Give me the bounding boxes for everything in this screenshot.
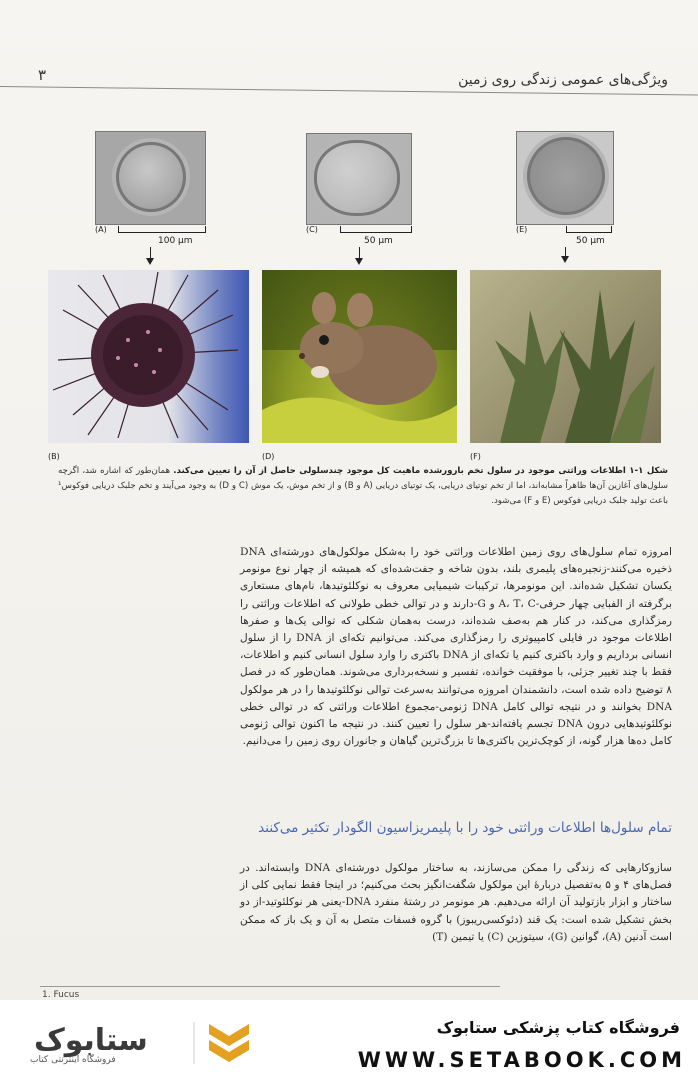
scale-bar-e <box>566 226 612 233</box>
arrowhead <box>561 256 569 263</box>
arrowhead <box>146 258 154 265</box>
logo-chevrons-icon <box>209 1024 249 1062</box>
logo-text: ستابوک <box>34 1023 148 1058</box>
paragraph-text: امروزه تمام سلول‌های روی زمین اطلاعات وراثتی خود را به‌شکل مولکول‌های دورشته‌ای DNA ذخیره می‌کنند-زنجیره‌های پلیمری بلند، بدون شاخه و جفت‌شده‌ای که همیشه از چهار نوع مونومر یکسان تشکیل شده‌اند. این مونومرها، ترکیبات شیمیایی معروف به نوکلئوتیدها، نام‌های مستعاری برگرفته از الفبایی چهار حرفی-A، T، C و G-دارند و در توالی خطی طولانی که اطلاعات وراثتی را رمزگذاری می‌کند، در کنار هم به‌صف شده‌اند، درست به‌همان شکلی که توالی یک‌ها و صفرها اطلاعات موجود در فایلی کامپیوتری را رمزگذاری می‌کند. می‌توانیم تکه‌ای از DNA را از سلول انسانی برداریم و وارد باکتری کنیم یا تکه‌ای از DNA باکتری را وارد سلول انسانی کنیم و اطلاعات، فقط با چند تغییر جزئی، با موفقیت خوانده، تفسیر و نسخه‌برداری می‌شوند. همان‌طور که در فصل ۸ توضیح داده شده است، دانشمندان امروزه می‌توانند به‌سرعت توالی نوکلئوتیدها را در هر مولکول DNA بخوانند و در نتیجه توالی کامل DNA ژنومی-مجموع اطلاعات وراثتی که در توالی خطی نوکلئوتیدهایی درون DNA تجسم یافته‌اند-هر سلول را تعیین کنند. در نتیجه ما اکنون توالی ژنومی کامل ده‌ها هزار گونه، از کوچک‌ترین باکتری‌ها تا بزرگ‌ترین گیاهان و جانوران روی زمین را می‌دانیم. <box>240 546 673 748</box>
photo-mouse <box>262 270 457 443</box>
egg-cell <box>527 137 605 215</box>
running-header: ویژگی‌های عمومی زندگی روی زمین <box>458 72 668 88</box>
egg-cell <box>314 140 400 216</box>
fucus-illustration <box>470 270 661 443</box>
scale-bar-a <box>118 226 206 233</box>
panel-label-a: (A) <box>95 225 107 234</box>
sea-urchin-illustration <box>48 270 249 443</box>
store-name: فروشگاه کتاب پزشکی ستابوک <box>436 1018 680 1037</box>
body-paragraph-1 <box>240 544 672 750</box>
panel-label-d: (D) <box>262 452 275 461</box>
footnote: 1. Fucus <box>42 990 80 1000</box>
caption-title: شکل ۱-۱ اطلاعات وراثتی موجود در سلول تخم بارورشده ماهیت کل موجود چندسلولی حاصل از آن را تعیین می‌کند. <box>173 466 668 476</box>
panel-label-e: (E) <box>516 225 528 234</box>
panel-label-f: (F) <box>470 452 481 461</box>
photo-fucus-seaweed <box>470 270 661 443</box>
page-number: ۳ <box>38 66 47 84</box>
store-url[interactable]: WWW.SETABOOK.COM <box>357 1048 686 1072</box>
mouse-illustration <box>262 270 457 443</box>
section-heading: تمام سلول‌ها اطلاعات وراثتی خود را با پلیمریزاسیون الگودار تکثیر می‌کنند <box>258 820 672 836</box>
figure-caption <box>58 464 668 509</box>
micrograph-sea-urchin-egg <box>95 131 206 225</box>
egg-cell <box>116 142 186 212</box>
scale-text-c: 50 μm <box>364 236 393 246</box>
micrograph-mouse-egg <box>306 133 412 225</box>
scale-text-a: 100 μm <box>158 236 193 246</box>
panel-label-c: (C) <box>306 225 318 234</box>
footnote-rule <box>40 986 500 987</box>
caption-body: همان‌طور که اشاره شد، اگرچه سلول‌های آغازین آن‌ها ظاهراً مشابه‌اند، اما از تخم توتیای دریایی، یک توتیای دریایی (A و B) و از تخم موش، یک موش (C و D) به وجود می‌آیند و تخم جلبک دریایی فوکوس¹ باعث تولید جلبک دریایی فوکوس (E و F) می‌شود. <box>58 466 668 506</box>
micrograph-fucus-egg <box>516 131 614 225</box>
logo-tagline: فروشگاه اینترنتی کتاب <box>30 1055 116 1065</box>
photo-sea-urchin <box>48 270 249 443</box>
scale-bar-c <box>340 226 412 233</box>
body-paragraph-2 <box>240 860 672 946</box>
scale-text-e: 50 μm <box>576 236 605 246</box>
panel-label-b: (B) <box>48 452 60 461</box>
paragraph-text: سازوکارهایی که زندگی را ممکن می‌سازند، به ساختار مولکول دورشته‌ای DNA وابسته‌اند. در فصل‌های ۴ و ۵ به‌تفصیل دربارهٔ این مولکول شگفت‌انگیز بحث می‌کنیم؛ در اینجا فقط نمایی کلی از ساختار و ابزار بازتولید آن ارائه می‌دهیم. هر مونومر در رشتهٔ منفرد DNA-یعنی هر نوکلئوتید-از دو بخش تشکیل شده است: یک قند (دئوکسی‌ریبوز) با گروه فسفات متصل به آن و یک باز که ممکن است آدنین (A)، گوانین (G)، سیتوزین (C) یا تیمین (T) <box>240 862 672 943</box>
arrowhead <box>355 258 363 265</box>
